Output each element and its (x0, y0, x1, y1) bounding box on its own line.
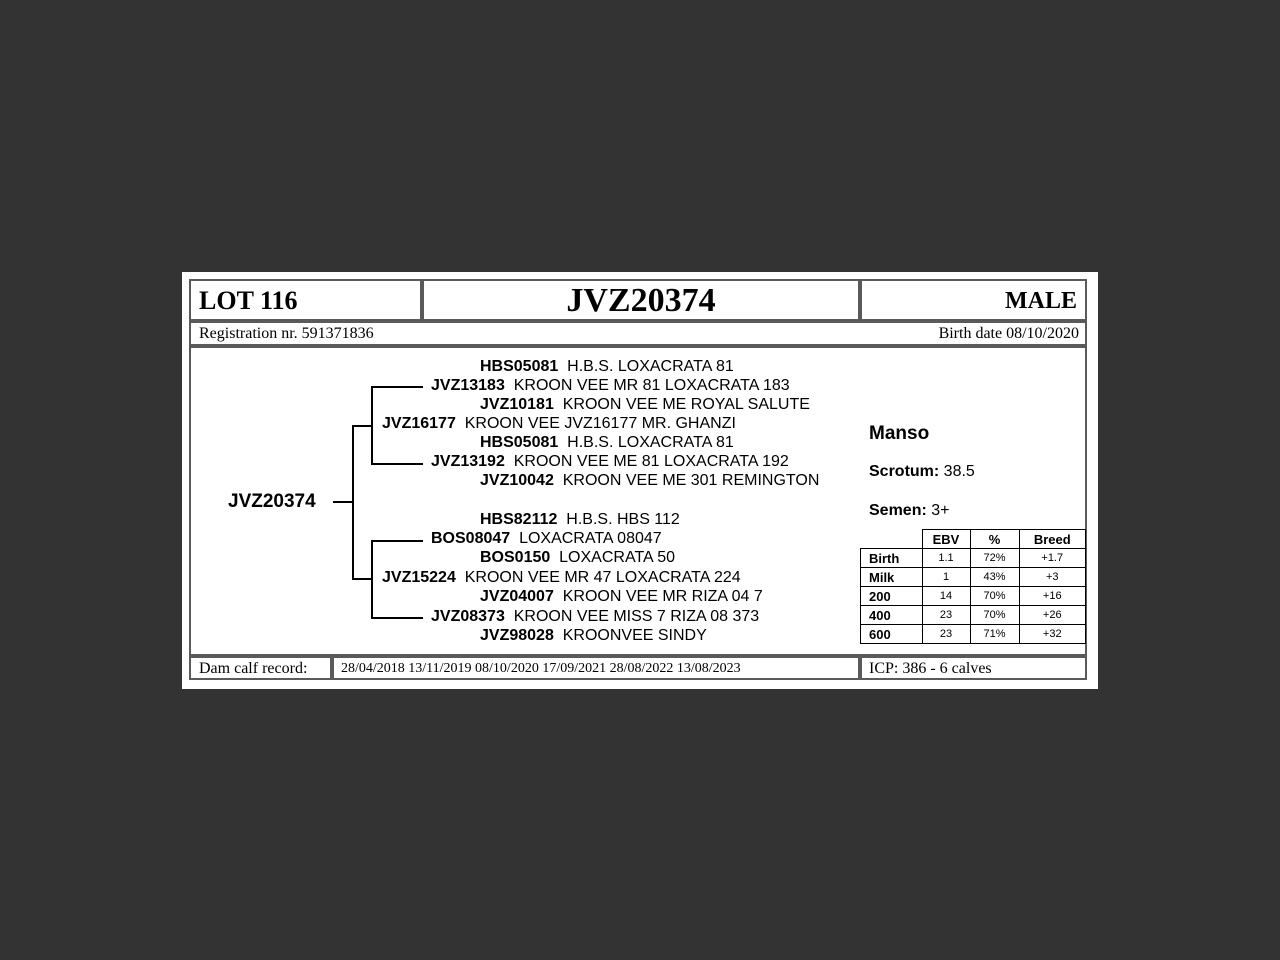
calf-record-label-box (189, 656, 332, 680)
main-vertical (352, 425, 354, 579)
ebv-row (861, 606, 1086, 625)
sex-box (860, 279, 1087, 321)
ebv-value: 1 (922, 568, 970, 587)
ebv-header-row (861, 530, 1086, 549)
animal-id-title: JVZ20374 (566, 282, 716, 319)
ebv-trait: Milk (861, 568, 923, 587)
lot-number: LOT 116 (199, 286, 298, 315)
ebv-value: 23 (922, 625, 970, 644)
ebv-accuracy: 70% (970, 606, 1019, 625)
ebv-accuracy: 70% (970, 587, 1019, 606)
ebv-row (861, 568, 1086, 587)
ebv-accuracy: 71% (970, 625, 1019, 644)
animal-name: Manso (869, 423, 930, 444)
dam-vertical (371, 540, 373, 618)
ebv-trait: 400 (861, 606, 923, 625)
ebv-corner (861, 530, 923, 549)
sire-dam-sire: HBS05081 H.B.S. LOXACRATA 81 (480, 434, 734, 451)
sire-sire-dam: JVZ10181 KROON VEE ME ROYAL SALUTE (480, 396, 810, 413)
icp-box (860, 656, 1087, 680)
ebv-breed-avg: +3 (1019, 568, 1086, 587)
sire: JVZ16177 KROON VEE JVZ16177 MR. GHANZI (382, 415, 736, 432)
sire-connector (352, 425, 372, 427)
subject-connector (333, 501, 353, 503)
ebv-table (860, 529, 1086, 644)
ebv-value: 23 (922, 606, 970, 625)
ebv-value: 14 (922, 587, 970, 606)
ebv-breed-avg: +32 (1019, 625, 1086, 644)
calf-record-label: Dam calf record: (199, 660, 308, 677)
lot-box (189, 279, 422, 321)
dam: JVZ15224 KROON VEE MR 47 LOXACRATA 224 (382, 569, 741, 586)
sire-sire: JVZ13183 KROON VEE MR 81 LOXACRATA 183 (431, 377, 790, 394)
ebv-col-ebv: EBV (922, 530, 970, 549)
birth-date: Birth date 08/10/2020 (938, 325, 1079, 342)
sire-sire-connector (371, 386, 423, 388)
dam-sire-connector (371, 540, 423, 542)
dam-connector (352, 578, 372, 580)
ebv-accuracy: 43% (970, 568, 1019, 587)
pedigree-subject: JVZ20374 (228, 491, 316, 512)
dam-sire-sire: HBS82112 H.B.S. HBS 112 (480, 511, 680, 528)
ebv-row (861, 587, 1086, 606)
dam-sire-dam: BOS0150 LOXACRATA 50 (480, 549, 676, 566)
ebv-trait: 200 (861, 587, 923, 606)
sire-sire-sire: HBS05081 H.B.S. LOXACRATA 81 (480, 358, 734, 375)
calf-record-dates-box (332, 656, 860, 680)
ebv-trait: 600 (861, 625, 923, 644)
sire-dam-connector (371, 463, 423, 465)
animal-id-box (422, 279, 860, 321)
ebv-row (861, 625, 1086, 644)
ebv-trait: Birth (861, 549, 923, 568)
sire-vertical (371, 386, 373, 464)
dam-dam-connector (371, 617, 423, 619)
info-row (189, 321, 1087, 346)
dam-dam-sire: JVZ04007 KROON VEE MR RIZA 04 7 (480, 588, 763, 605)
calf-record-dates: 28/04/2018 13/11/2019 08/10/2020 17/09/2021 28/08/2022 13/08/2023 (341, 661, 741, 676)
ebv-breed-avg: +16 (1019, 587, 1086, 606)
dam-dam-dam: JVZ98028 KROONVEE SINDY (480, 627, 707, 644)
ebv-accuracy: 72% (970, 549, 1019, 568)
sex-label: MALE (1005, 288, 1077, 314)
icp-value: ICP: 386 - 6 calves (869, 660, 992, 677)
sire-dam-dam: JVZ10042 KROON VEE ME 301 REMINGTON (480, 472, 820, 489)
registration-number: Registration nr. 591371836 (199, 325, 374, 342)
dam-dam: JVZ08373 KROON VEE MISS 7 RIZA 08 373 (431, 608, 760, 625)
ebv-value: 1.1 (922, 549, 970, 568)
ebv-col-breed: Breed (1019, 530, 1086, 549)
ebv-row (861, 549, 1086, 568)
lot-card (182, 272, 1098, 689)
semen: Semen: 3+ (869, 502, 950, 519)
sire-dam: JVZ13192 KROON VEE ME 81 LOXACRATA 192 (431, 453, 789, 470)
ebv-breed-avg: +1.7 (1019, 549, 1086, 568)
scrotum: Scrotum: 38.5 (869, 463, 975, 480)
ebv-breed-avg: +26 (1019, 606, 1086, 625)
ebv-col-pct: % (970, 530, 1019, 549)
dam-sire: BOS08047 LOXACRATA 08047 (431, 530, 662, 547)
